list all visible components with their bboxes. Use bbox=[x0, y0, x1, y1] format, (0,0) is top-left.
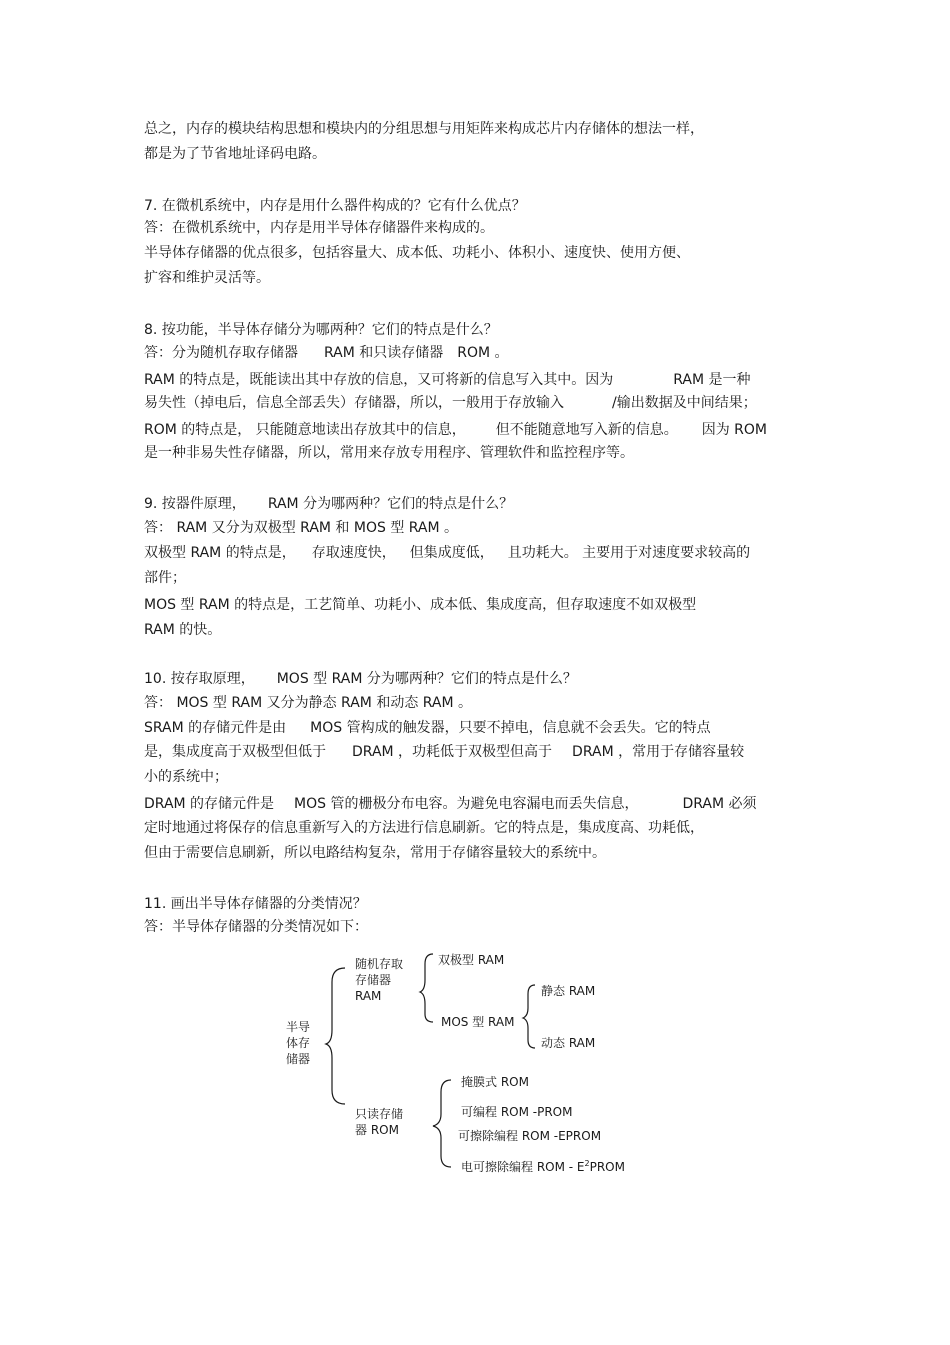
text-segment: MOS 管的栅极分布电容。为避免电容漏电而丢失信息， bbox=[294, 796, 639, 812]
rom-label-line: 器 ROM bbox=[355, 1123, 399, 1137]
text-segment: 电可擦除编程 ROM - E bbox=[461, 1160, 585, 1174]
prom-label: 可编程 ROM -PROM bbox=[461, 1105, 573, 1119]
text-segment: DRAM ，常用于存储容量较 bbox=[572, 744, 745, 760]
text-line: 部件； bbox=[144, 570, 186, 586]
rom-brace bbox=[433, 1080, 451, 1167]
question-8: 8. 按功能，半导体存储分为哪两种？它们的特点是什么？ bbox=[144, 322, 498, 338]
text-segment: 且功耗大。 主要用于对速度要求较高的 bbox=[507, 545, 751, 561]
dram-label: 动态 RAM bbox=[541, 1036, 596, 1050]
text-segment: 但不能随意地写入新的信息。 bbox=[495, 422, 678, 438]
text-segment: SRAM 的存储元件是由 bbox=[144, 720, 287, 736]
rom-label-line: 只读存储 bbox=[355, 1107, 404, 1121]
text-segment: 10. 按存取原理， bbox=[144, 671, 255, 687]
superscript: 2 bbox=[584, 1159, 590, 1168]
bipolar-ram-label: 双极型 RAM bbox=[438, 953, 505, 967]
text-segment: 因为 ROM bbox=[701, 422, 768, 438]
text-line: 总之，内存的模块结构思想和模块内的分组思想与用矩阵来构成芯片内存储体的想法一样， bbox=[144, 121, 704, 137]
text-segment: DRAM ，功耗低于双极型但高于 bbox=[352, 744, 553, 760]
text-line: 半导体存储器的优点很多，包括容量大、成本低、功耗小、体积小、速度快、使用方便、 bbox=[144, 245, 690, 261]
ram-brace bbox=[420, 954, 433, 1022]
root-label-line: 半导 bbox=[286, 1020, 311, 1034]
mos-ram-label: MOS 型 RAM bbox=[441, 1015, 515, 1029]
text-segment: RAM 分为哪两种？它们的特点是什么？ bbox=[267, 496, 514, 512]
answer-7: 答：在微机系统中，内存是用半导体存储器件来构成的。 bbox=[144, 220, 494, 236]
text-segment: 但集成度低， bbox=[409, 545, 494, 561]
answer-9: 答： RAM 又分为双极型 RAM 和 MOS 型 RAM 。 bbox=[144, 520, 459, 536]
text-line: 定时地通过将保存的信息重新写入的方法进行信息刷新。它的特点是，集成度高、功耗低， bbox=[144, 820, 704, 836]
text-line: 是一种非易失性存储器，所以，常用来存放专用程序、管理软件和监控程序等。 bbox=[144, 445, 634, 461]
text-segment: 存取速度快， bbox=[311, 545, 396, 561]
text-segment: DRAM 必须 bbox=[682, 796, 757, 812]
text-segment: ROM 的特点是， 只能随意地读出存放其中的信息， bbox=[144, 422, 466, 438]
text-segment: /输出数据及中间结果； bbox=[612, 395, 757, 411]
text-segment: MOS 管构成的触发器，只要不掉电，信息就不会丢失。它的特点 bbox=[310, 720, 711, 736]
text-segment: RAM 是一种 bbox=[673, 372, 751, 388]
e2prom-label bbox=[461, 1160, 625, 1174]
text-segment: PROM bbox=[589, 1160, 625, 1174]
ram-label-line: 存储器 bbox=[355, 973, 392, 987]
text-segment: RAM 的特点是，既能读出其中存放的信息，又可将新的信息写入其中。因为 bbox=[144, 372, 614, 388]
text-segment: RAM 和只读存储器 bbox=[324, 345, 444, 361]
answer-10: 答： MOS 型 RAM 又分为静态 RAM 和动态 RAM 。 bbox=[144, 695, 473, 711]
text-segment: 9. 按器件原理， bbox=[144, 496, 246, 512]
text-segment: ROM 。 bbox=[457, 345, 509, 361]
root-brace bbox=[326, 968, 345, 1104]
ram-label-line: RAM bbox=[355, 989, 382, 1003]
question-11: 11. 画出半导体存储器的分类情况？ bbox=[144, 896, 367, 912]
text-segment: MOS 型 RAM 分为哪两种？它们的特点是什么？ bbox=[276, 671, 577, 687]
text-line: RAM 的快。 bbox=[144, 622, 222, 638]
text-segment: 双极型 RAM 的特点是， bbox=[144, 545, 296, 561]
root-label-line: 储器 bbox=[286, 1052, 311, 1066]
text-segment: 易失性（掉电后，信息全部丢失）存储器，所以，一般用于存放输入 bbox=[144, 395, 564, 411]
sram-label: 静态 RAM bbox=[541, 984, 596, 998]
text-line: 但由于需要信息刷新，所以电路结构复杂，常用于存储容量较大的系统中。 bbox=[144, 845, 606, 861]
text-line: 都是为了节省地址译码电路。 bbox=[144, 146, 326, 162]
mask-rom-label: 掩膜式 ROM bbox=[461, 1075, 529, 1089]
mos-brace bbox=[523, 985, 535, 1048]
question-7: 7. 在微机系统中，内存是用什么器件构成的？它有什么优点？ bbox=[144, 198, 526, 214]
text-segment: DRAM 的存储元件是 bbox=[144, 796, 275, 812]
ram-label-line: 随机存取 bbox=[355, 957, 404, 971]
text-segment: 是，集成度高于双极型但低于 bbox=[144, 744, 326, 760]
root-label-line: 体存 bbox=[286, 1036, 311, 1050]
eprom-label: 可擦除编程 ROM -EPROM bbox=[458, 1129, 602, 1143]
text-segment: 答：分为随机存取存储器 bbox=[144, 345, 298, 361]
text-line: MOS 型 RAM 的特点是，工艺简单、功耗小、成本低、集成度高，但存取速度不如双极型 bbox=[144, 597, 697, 613]
answer-11: 答：半导体存储器的分类情况如下： bbox=[144, 919, 368, 935]
text-line: 小的系统中； bbox=[144, 769, 228, 785]
text-line: 扩容和维护灵活等。 bbox=[144, 270, 270, 286]
